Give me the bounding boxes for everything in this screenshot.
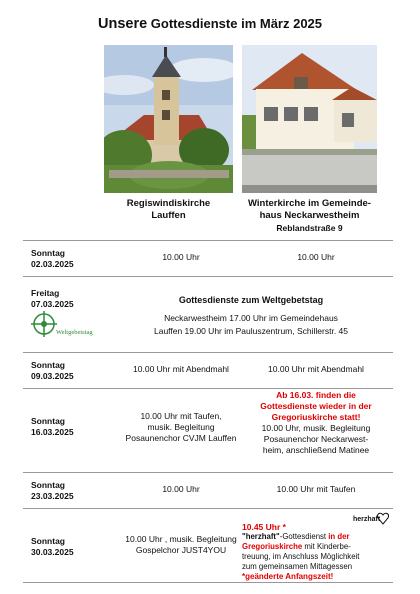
gemeindehaus-photo [242, 45, 377, 193]
service-text: zum gemeinsamen Mittagessen [242, 562, 353, 571]
service-location: Gregoriuskirche [242, 542, 303, 551]
relocation-notice: Gregoriuskirche statt! [271, 412, 361, 422]
row-weekday: Sonntag [31, 416, 65, 426]
church-header-neckarwestheim [232, 198, 387, 234]
neckarwestheim-service: 10.00 Uhr mit Taufen [276, 484, 356, 494]
page-title [0, 16, 420, 32]
service-row [23, 388, 393, 472]
row-date-value: 02.03.2025 [31, 259, 74, 269]
weltgebetstag-details [111, 312, 391, 338]
church-name-line2: haus Neckarwestheim [259, 210, 360, 221]
service-row [23, 240, 393, 276]
row-weekday: Sonntag [31, 480, 65, 490]
row-date-value: 16.03.2025 [31, 427, 74, 437]
weltgebetstag-line: Lauffen 19.00 Uhr im Pauluszentrum, Schillerstr. 45 [153, 326, 349, 336]
church-name-line1: Winterkirche im Gemeinde- [248, 198, 371, 209]
service-line: heim, anschließend Matinee [262, 445, 370, 455]
neckarwestheim-service: 10.00 Uhr mit Abendmahl [268, 364, 364, 374]
row-date [31, 248, 74, 270]
lauffen-service [111, 411, 251, 444]
church-name-lauffen: Regiswindiskirche [126, 198, 211, 209]
row-date [31, 416, 74, 438]
lauffen-service: 10.00 Uhr [162, 252, 200, 262]
row-date [31, 360, 74, 382]
church-header-lauffen [104, 198, 233, 222]
row-date [31, 536, 74, 558]
lauffen-service [111, 534, 251, 556]
relocation-notice: Ab 16.03. finden die [276, 390, 356, 400]
service-text: mit Kinderbe- [302, 542, 351, 551]
row-date-value: 07.03.2025 [31, 299, 74, 309]
weltgebetstag-title: Gottesdienste zum Weltgebetstag [178, 295, 324, 305]
row-weekday: Sonntag [31, 536, 65, 546]
row-date [31, 288, 74, 310]
time-change-note: *geänderte Anfangszeit! [242, 572, 334, 581]
herzhaft-name: "herzhaft" [242, 532, 280, 541]
service-line: Posaunenchor Neckarwest- [263, 434, 369, 444]
church-place-lauffen: Lauffen [151, 210, 186, 221]
service-row [23, 276, 393, 352]
neckarwestheim-service [242, 522, 392, 582]
service-row [23, 352, 393, 388]
service-location-prefix: in der [326, 532, 350, 541]
row-date-value: 23.03.2025 [31, 491, 74, 501]
row-date-value: 30.03.2025 [31, 547, 74, 557]
service-line: 10.00 Uhr, musik. Begleitung [261, 423, 371, 433]
relocation-notice: Gottesdienste wieder in der [260, 401, 372, 411]
weltgebetstag-logo [30, 310, 100, 340]
neckarwestheim-service: 10.00 Uhr [297, 252, 335, 262]
service-line: 10.00 Uhr , musik. Begleitung [125, 534, 237, 544]
title-rest: Gottesdienste im März 2025 [150, 16, 323, 31]
lauffen-service: 10.00 Uhr mit Abendmahl [133, 364, 229, 374]
service-line: 10.00 Uhr mit Taufen, [140, 411, 222, 421]
service-line: musik. Begleitung [147, 422, 215, 432]
regiswindiskirche-photo [104, 45, 233, 193]
church-address: Reblandstraße 9 [276, 223, 343, 233]
row-date-value: 09.03.2025 [31, 371, 74, 381]
row-date [31, 480, 74, 502]
weltgebetstag-logo-text: Weltgebetstag [56, 329, 93, 336]
neckarwestheim-service [241, 390, 391, 456]
divider [23, 582, 393, 583]
weltgebetstag-line: Neckarwestheim 17.00 Uhr im Gemeindehaus [164, 313, 338, 323]
row-weekday: Freitag [31, 288, 60, 298]
service-text: treuung, im Anschluss Möglichkeit [242, 552, 360, 561]
row-weekday: Sonntag [31, 360, 65, 370]
service-line: Gospelchor JUST4YOU [135, 545, 227, 555]
service-text: -Gottesdienst [279, 532, 327, 541]
service-row [23, 508, 393, 582]
row-weekday: Sonntag [31, 248, 65, 258]
title-first-word: Unsere [97, 16, 148, 32]
herzhaft-logo-text: herzhaft [353, 516, 381, 523]
service-line: Posaunenchor CVJM Lauffen [125, 433, 237, 443]
service-row [23, 472, 393, 508]
lauffen-service: 10.00 Uhr [162, 484, 200, 494]
herzhaft-time: 10.45 Uhr * [242, 522, 286, 532]
